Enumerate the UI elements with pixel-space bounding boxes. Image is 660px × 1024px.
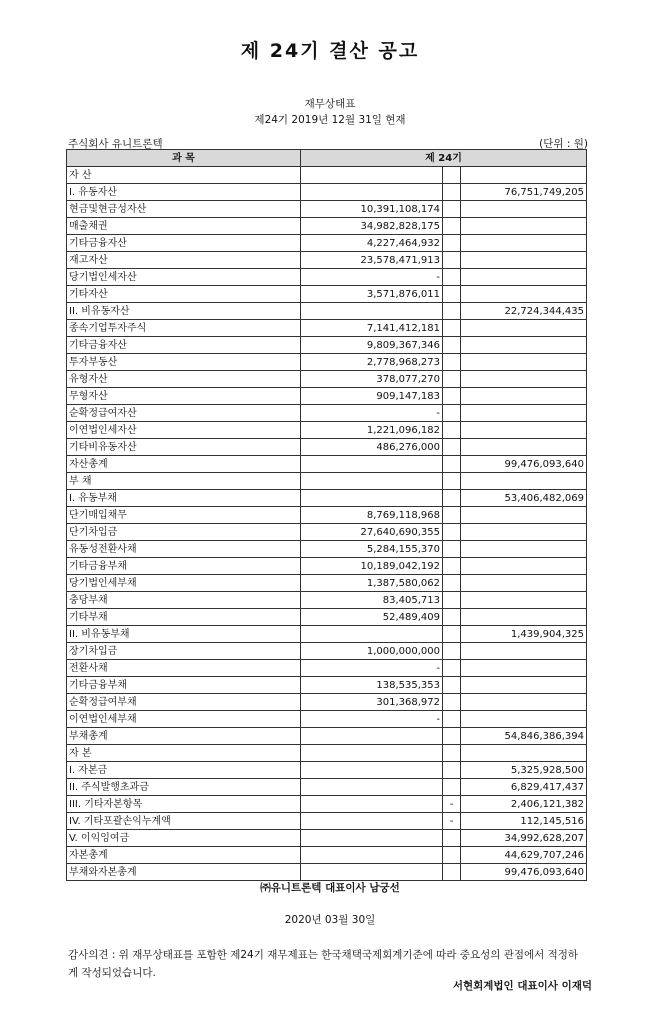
period-column-header: 제 24기 — [301, 150, 587, 167]
table-row — [67, 796, 587, 813]
sub-amount — [301, 813, 443, 830]
negative-sign — [443, 337, 461, 354]
account-label: 단기매입채무 — [67, 507, 301, 524]
table-row — [67, 337, 587, 354]
sub-amount: 1,000,000,000 — [301, 643, 443, 660]
account-label: 기타금융자산 — [67, 337, 301, 354]
sub-amount — [301, 864, 443, 881]
account-label: 당기법인세자산 — [67, 269, 301, 286]
account-label: 기타비유동자산 — [67, 439, 301, 456]
account-label: 이연법인세부채 — [67, 711, 301, 728]
sub-amount — [301, 796, 443, 813]
table-row — [67, 422, 587, 439]
total-amount — [461, 473, 587, 490]
total-amount — [461, 660, 587, 677]
sub-amount: 8,769,118,968 — [301, 507, 443, 524]
total-amount: 99,476,093,640 — [461, 456, 587, 473]
sub-amount — [301, 303, 443, 320]
total-amount — [461, 677, 587, 694]
negative-sign — [443, 711, 461, 728]
table-row — [67, 269, 587, 286]
account-label: 무형자산 — [67, 388, 301, 405]
sub-amount: 7,141,412,181 — [301, 320, 443, 337]
negative-sign — [443, 320, 461, 337]
total-amount — [461, 286, 587, 303]
total-amount: 54,846,386,394 — [461, 728, 587, 745]
total-amount — [461, 558, 587, 575]
account-label: I. 유동자산 — [67, 184, 301, 201]
sub-amount: 10,189,042,192 — [301, 558, 443, 575]
negative-sign — [443, 864, 461, 881]
sub-amount: 9,809,367,346 — [301, 337, 443, 354]
negative-sign — [443, 201, 461, 218]
account-label: 유동성전환사채 — [67, 541, 301, 558]
negative-sign — [443, 830, 461, 847]
account-label: 부채와자본총계 — [67, 864, 301, 881]
total-amount — [461, 711, 587, 728]
sub-amount — [301, 745, 443, 762]
total-amount: 1,439,904,325 — [461, 626, 587, 643]
negative-sign — [443, 388, 461, 405]
sub-amount: 138,535,353 — [301, 677, 443, 694]
sub-amount: 378,077,270 — [301, 371, 443, 388]
account-label: 순확정급여부채 — [67, 694, 301, 711]
total-amount — [461, 320, 587, 337]
negative-sign — [443, 167, 461, 184]
total-amount: 53,406,482,069 — [461, 490, 587, 507]
table-row — [67, 490, 587, 507]
sub-amount: 4,227,464,932 — [301, 235, 443, 252]
account-label: 순확정급여자산 — [67, 405, 301, 422]
table-row — [67, 252, 587, 269]
table-row — [67, 694, 587, 711]
table-row — [67, 524, 587, 541]
page-title: 제 24기 결산 공고 — [240, 40, 420, 62]
table-row — [67, 388, 587, 405]
sub-amount — [301, 728, 443, 745]
negative-sign — [443, 456, 461, 473]
table-row — [67, 541, 587, 558]
table-row — [67, 728, 587, 745]
account-label: 전환사채 — [67, 660, 301, 677]
account-label: V. 이익잉여금 — [67, 830, 301, 847]
sub-amount — [301, 490, 443, 507]
negative-sign — [443, 762, 461, 779]
sub-amount — [301, 830, 443, 847]
account-label: 투자부동산 — [67, 354, 301, 371]
table-row — [67, 473, 587, 490]
negative-sign — [443, 286, 461, 303]
account-label: 자본총계 — [67, 847, 301, 864]
table-row — [67, 439, 587, 456]
table-row — [67, 745, 587, 762]
statement-period: 제24기 2019년 12월 31일 현재 — [254, 114, 406, 126]
account-label: I. 자본금 — [67, 762, 301, 779]
total-amount — [461, 422, 587, 439]
negative-sign — [443, 269, 461, 286]
total-amount — [461, 337, 587, 354]
table-row — [67, 660, 587, 677]
account-label: 기타금융자산 — [67, 235, 301, 252]
table-row — [67, 405, 587, 422]
total-amount: 99,476,093,640 — [461, 864, 587, 881]
total-amount: 76,751,749,205 — [461, 184, 587, 201]
sub-amount: 1,221,096,182 — [301, 422, 443, 439]
total-amount: 44,629,707,246 — [461, 847, 587, 864]
account-label: 기타금융부채 — [67, 677, 301, 694]
sub-amount — [301, 456, 443, 473]
table-row — [67, 762, 587, 779]
balance-sheet-body — [67, 167, 587, 881]
negative-sign — [443, 626, 461, 643]
table-row — [67, 354, 587, 371]
audit-opinion: 감사의견 : 위 재무상태표를 포함한 제24기 재무제표는 한국채택국제회계기준에 따라 중요성의 관점에서 적정하게 작성되었습니다. — [68, 949, 579, 979]
negative-sign — [443, 728, 461, 745]
sub-amount: - — [301, 711, 443, 728]
negative-sign: - — [443, 796, 461, 813]
total-amount — [461, 388, 587, 405]
table-row — [67, 456, 587, 473]
negative-sign — [443, 371, 461, 388]
sub-amount: 909,147,183 — [301, 388, 443, 405]
total-amount — [461, 541, 587, 558]
total-amount — [461, 745, 587, 762]
sub-amount: - — [301, 269, 443, 286]
table-row — [67, 711, 587, 728]
total-amount — [461, 371, 587, 388]
account-label: 당기법인세부채 — [67, 575, 301, 592]
company-name: 주식회사 유니트론텍 — [68, 138, 163, 150]
sub-amount — [301, 847, 443, 864]
table-row — [67, 677, 587, 694]
sub-amount: 34,982,828,175 — [301, 218, 443, 235]
table-row — [67, 218, 587, 235]
total-amount: 22,724,344,435 — [461, 303, 587, 320]
total-amount — [461, 201, 587, 218]
table-row — [67, 201, 587, 218]
account-label: II. 주식발행초과금 — [67, 779, 301, 796]
unit-label: (단위 : 원) — [539, 138, 588, 150]
total-amount — [461, 592, 587, 609]
negative-sign — [443, 847, 461, 864]
sub-amount: 3,571,876,011 — [301, 286, 443, 303]
total-amount: 34,992,628,207 — [461, 830, 587, 847]
negative-sign — [443, 694, 461, 711]
negative-sign — [443, 422, 461, 439]
total-amount: 2,406,121,382 — [461, 796, 587, 813]
sub-amount: 2,778,968,273 — [301, 354, 443, 371]
total-amount — [461, 609, 587, 626]
sub-amount — [301, 626, 443, 643]
account-label: 단기차입금 — [67, 524, 301, 541]
account-label: 현금및현금성자산 — [67, 201, 301, 218]
auditor-signer: 서현회계법인 대표이사 이재덕 — [452, 980, 592, 992]
account-label: 기타자산 — [67, 286, 301, 303]
account-label: 부 채 — [67, 473, 301, 490]
total-amount — [461, 575, 587, 592]
table-row — [67, 847, 587, 864]
total-amount — [461, 439, 587, 456]
account-label: 자 산 — [67, 167, 301, 184]
table-row — [67, 184, 587, 201]
negative-sign: - — [443, 813, 461, 830]
negative-sign — [443, 745, 461, 762]
statement-name: 재무상태표 — [304, 98, 356, 110]
negative-sign — [443, 507, 461, 524]
negative-sign — [443, 524, 461, 541]
negative-sign — [443, 592, 461, 609]
negative-sign — [443, 439, 461, 456]
negative-sign — [443, 490, 461, 507]
sub-amount — [301, 167, 443, 184]
sub-amount: 486,276,000 — [301, 439, 443, 456]
table-row — [67, 303, 587, 320]
company-signer: ㈜유니트론텍 대표이사 남궁선 — [260, 882, 400, 894]
account-label: 기타금융부채 — [67, 558, 301, 575]
negative-sign — [443, 235, 461, 252]
negative-sign — [443, 184, 461, 201]
table-row — [67, 286, 587, 303]
total-amount: 6,829,417,437 — [461, 779, 587, 796]
account-label: 부채총계 — [67, 728, 301, 745]
table-row — [67, 779, 587, 796]
total-amount — [461, 218, 587, 235]
table-row — [67, 167, 587, 184]
account-label: 기타부채 — [67, 609, 301, 626]
sub-amount: 5,284,155,370 — [301, 541, 443, 558]
negative-sign — [443, 405, 461, 422]
negative-sign — [443, 473, 461, 490]
table-row — [67, 507, 587, 524]
negative-sign — [443, 252, 461, 269]
table-row — [67, 864, 587, 881]
sub-amount: - — [301, 660, 443, 677]
table-row — [67, 320, 587, 337]
account-label: II. 비유동부채 — [67, 626, 301, 643]
account-label: I. 유동부채 — [67, 490, 301, 507]
account-label: II. 비유동자산 — [67, 303, 301, 320]
table-row — [67, 235, 587, 252]
total-amount — [461, 269, 587, 286]
sub-amount: 1,387,580,062 — [301, 575, 443, 592]
account-label: IV. 기타포괄손익누계액 — [67, 813, 301, 830]
account-label: 충당부채 — [67, 592, 301, 609]
sub-amount — [301, 184, 443, 201]
sub-amount: 52,489,409 — [301, 609, 443, 626]
negative-sign — [443, 303, 461, 320]
total-amount — [461, 524, 587, 541]
negative-sign — [443, 643, 461, 660]
negative-sign — [443, 660, 461, 677]
account-label: 장기차입금 — [67, 643, 301, 660]
total-amount — [461, 405, 587, 422]
total-amount — [461, 643, 587, 660]
table-row — [67, 813, 587, 830]
negative-sign — [443, 541, 461, 558]
sub-amount: 301,368,972 — [301, 694, 443, 711]
account-label: III. 기타자본항목 — [67, 796, 301, 813]
table-row — [67, 643, 587, 660]
negative-sign — [443, 558, 461, 575]
sub-amount: 27,640,690,355 — [301, 524, 443, 541]
balance-sheet-table — [66, 149, 587, 881]
account-label: 매출채권 — [67, 218, 301, 235]
account-label: 종속기업투자주식 — [67, 320, 301, 337]
table-row — [67, 575, 587, 592]
sub-amount — [301, 473, 443, 490]
sub-amount — [301, 762, 443, 779]
negative-sign — [443, 677, 461, 694]
table-row — [67, 609, 587, 626]
table-row — [67, 830, 587, 847]
account-label: 자 본 — [67, 745, 301, 762]
negative-sign — [443, 609, 461, 626]
negative-sign — [443, 354, 461, 371]
account-label: 재고자산 — [67, 252, 301, 269]
sub-amount: 23,578,471,913 — [301, 252, 443, 269]
total-amount — [461, 252, 587, 269]
account-label: 유형자산 — [67, 371, 301, 388]
total-amount — [461, 235, 587, 252]
negative-sign — [443, 779, 461, 796]
sub-amount: 83,405,713 — [301, 592, 443, 609]
table-row — [67, 371, 587, 388]
total-amount: 112,145,516 — [461, 813, 587, 830]
table-header-row — [67, 150, 587, 167]
sub-amount: 10,391,108,174 — [301, 201, 443, 218]
account-label: 자산총계 — [67, 456, 301, 473]
sub-amount: - — [301, 405, 443, 422]
table-row — [67, 592, 587, 609]
total-amount — [461, 507, 587, 524]
account-label: 이연법인세자산 — [67, 422, 301, 439]
total-amount — [461, 354, 587, 371]
total-amount — [461, 694, 587, 711]
account-column-header: 과 목 — [67, 150, 301, 167]
negative-sign — [443, 575, 461, 592]
table-row — [67, 626, 587, 643]
announcement-date: 2020년 03월 30일 — [284, 914, 376, 926]
table-row — [67, 558, 587, 575]
total-amount: 5,325,928,500 — [461, 762, 587, 779]
total-amount — [461, 167, 587, 184]
negative-sign — [443, 218, 461, 235]
sub-amount — [301, 779, 443, 796]
